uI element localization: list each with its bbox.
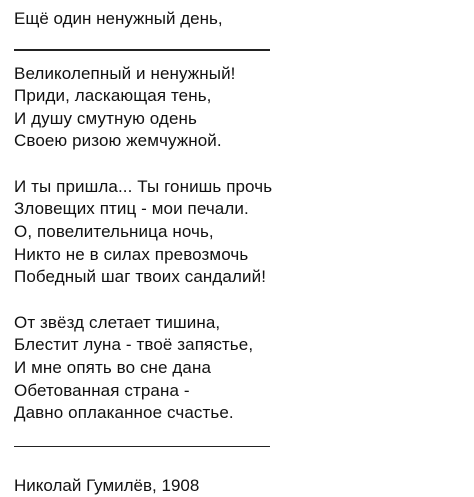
- poem-line: И душу смутную одень: [14, 108, 197, 128]
- top-divider: [14, 49, 270, 51]
- poem-line: Зловещих птиц - мои печали.: [14, 199, 249, 219]
- poem-first-line: Ещё один ненужный день,: [14, 9, 223, 28]
- poem-line: О, повелительница ночь,: [14, 222, 214, 242]
- poem-container: [14, 8, 466, 497]
- poem-line: Великолепный и ненужный!: [14, 63, 236, 83]
- stanza-3: [14, 312, 466, 425]
- poem-line: Блестит луна - твоё запястье,: [14, 335, 254, 355]
- stanza-2: [14, 176, 466, 289]
- stanza-1: [14, 63, 466, 153]
- poem-line: И ты пришла... Ты гонишь прочь: [14, 176, 273, 196]
- stanza-spacer: [14, 289, 466, 312]
- stanza-spacer: [14, 153, 466, 176]
- author-signature: Николай Гумилёв, 1908: [14, 476, 200, 496]
- poem-line: От звёзд слетает тишина,: [14, 312, 221, 332]
- bottom-divider: [14, 446, 270, 448]
- poem-line: Обетованная страна -: [14, 380, 190, 400]
- poem-line: Давно оплаканное счастье.: [14, 403, 234, 423]
- poem-line: Своею ризою жемчужной.: [14, 131, 222, 151]
- poem-line: Приди, ласкающая тень,: [14, 86, 212, 106]
- poem-line: Победный шаг твоих сандалий!: [14, 267, 267, 287]
- poem-line: И мне опять во сне дана: [14, 358, 212, 378]
- poem-line: Никто не в силах превозмочь: [14, 244, 249, 264]
